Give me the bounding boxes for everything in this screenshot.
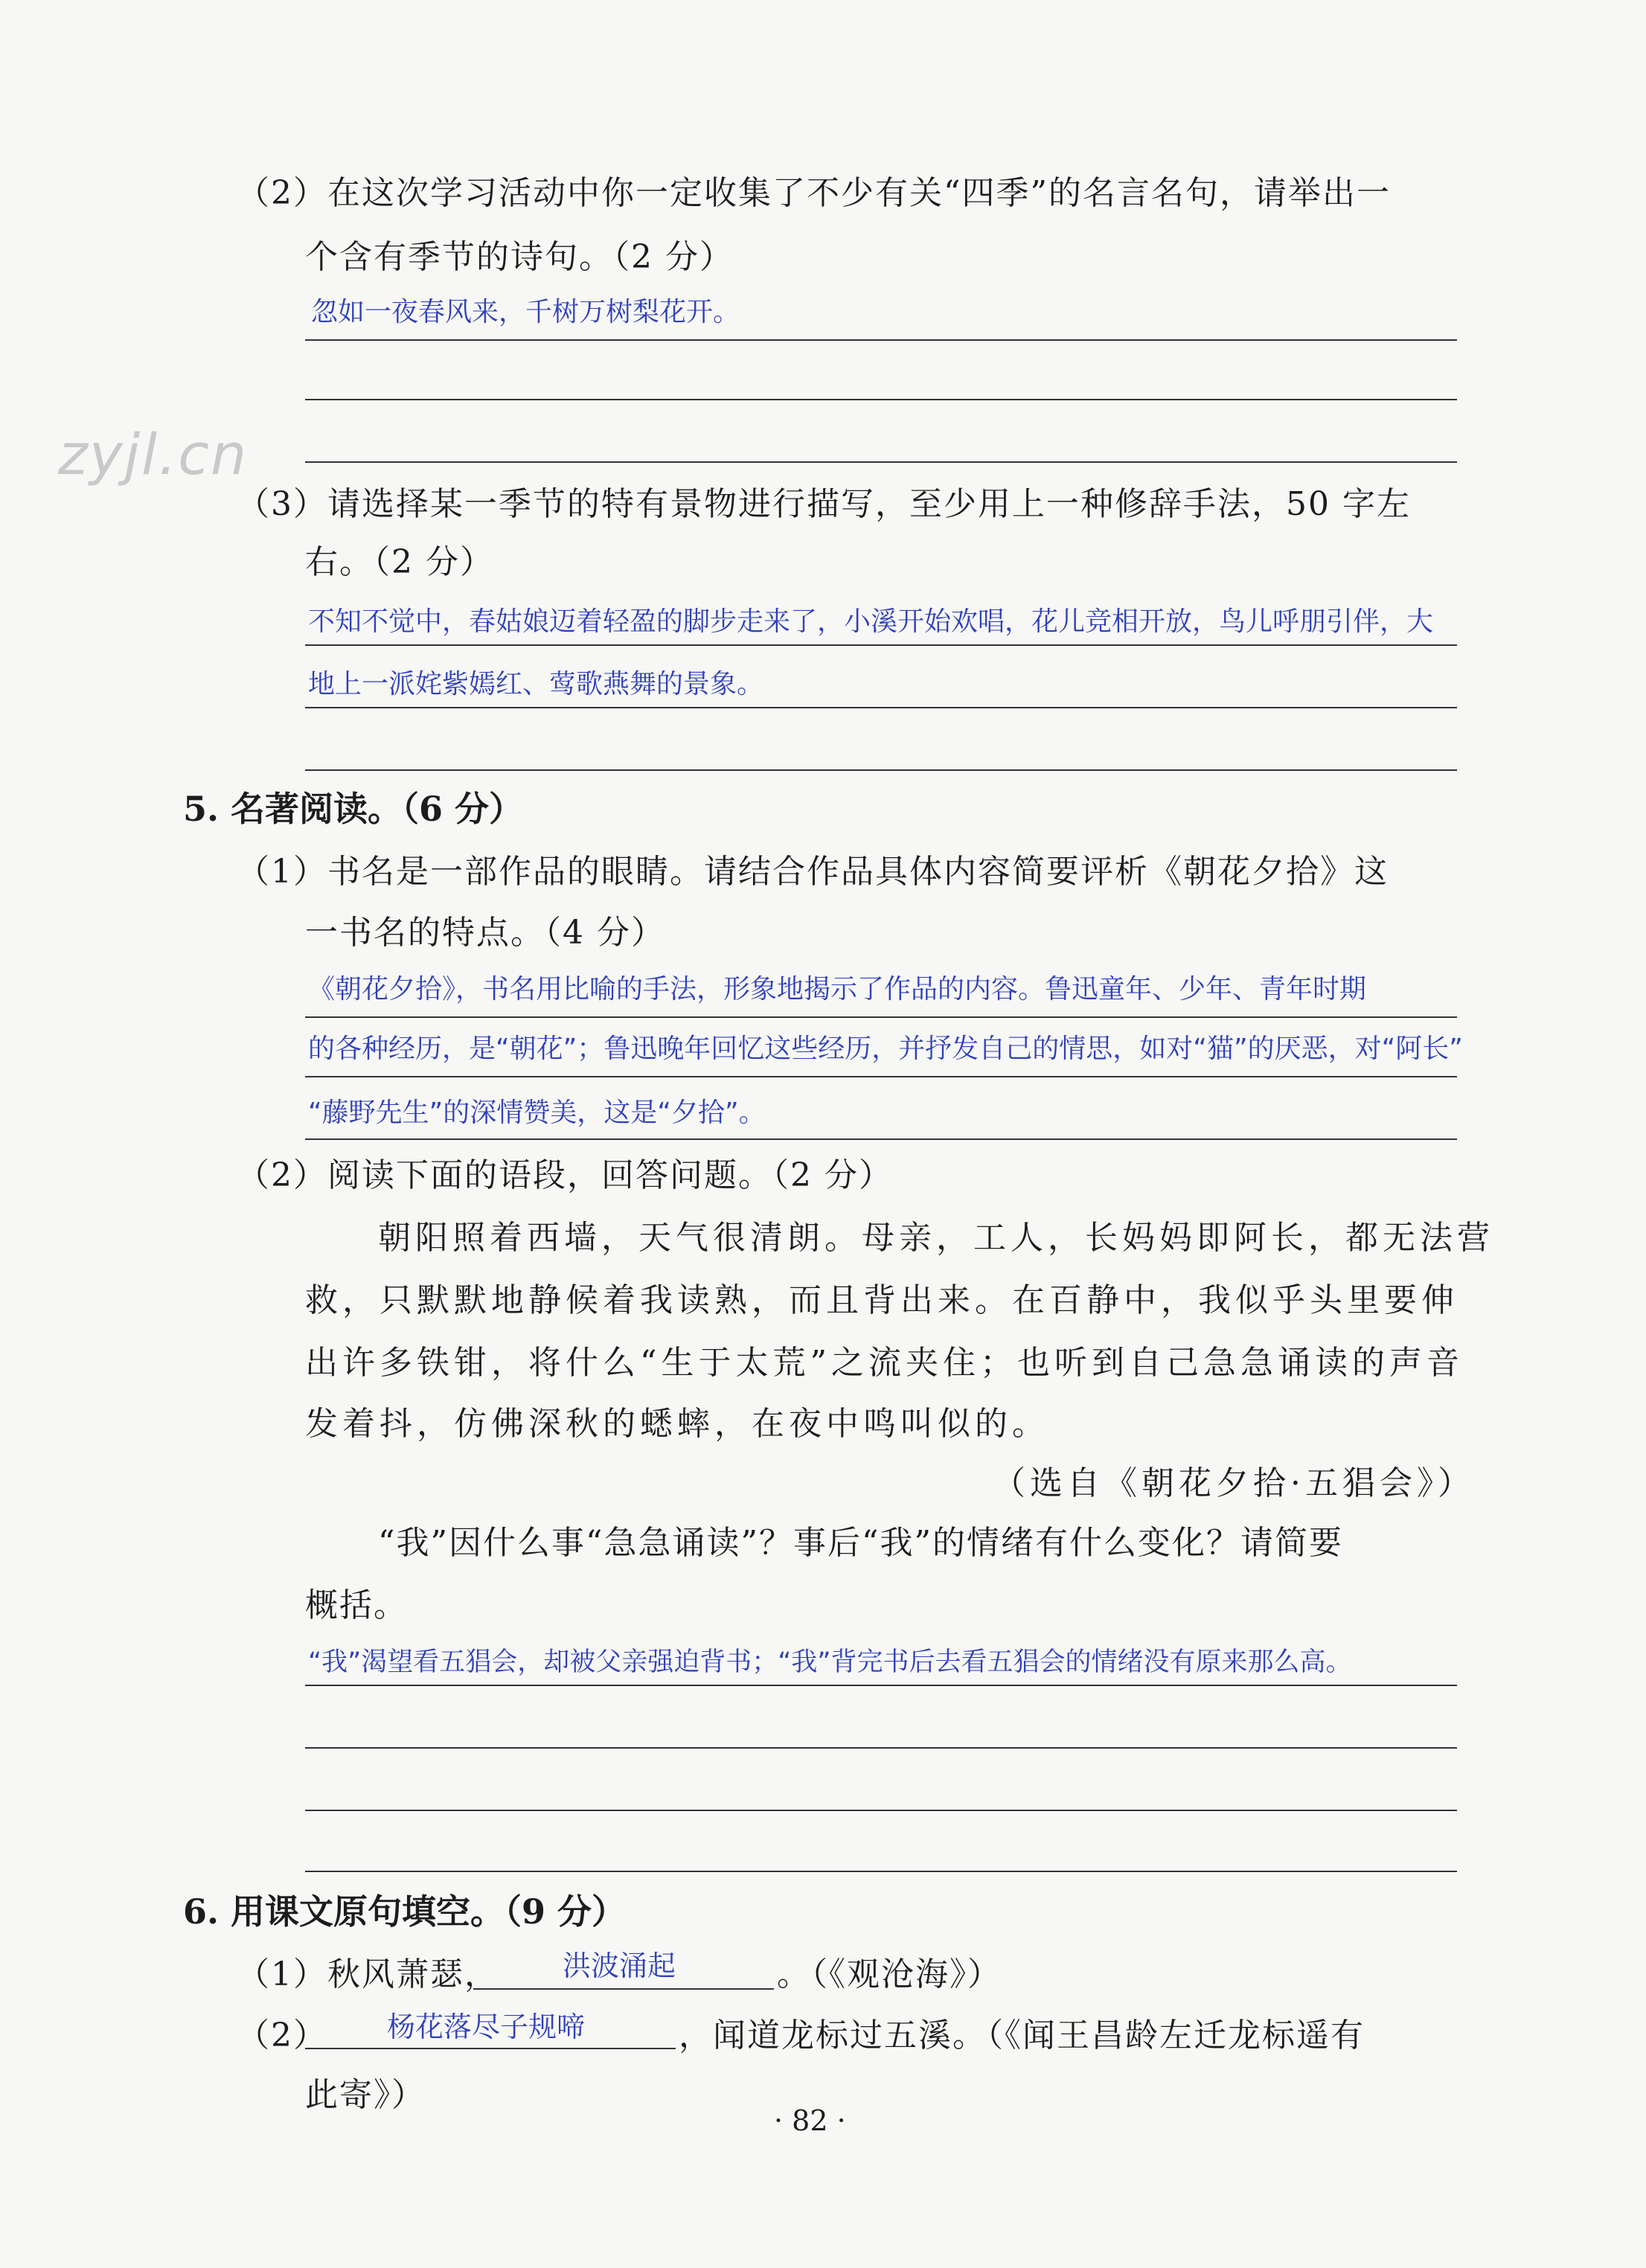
q5-title: 5. 名著阅读。（6 分） <box>183 789 524 829</box>
answer-line <box>305 1810 1457 1811</box>
answer-line <box>305 1016 1457 1018</box>
answer-line <box>305 1138 1457 1140</box>
q6-part2-answer: 杨花落尽子规啼 <box>387 2011 586 2043</box>
q5-part1-line2: 一书名的特点。（4 分） <box>305 914 665 952</box>
q4-part3-line1: （3）请选择某一季节的特有景物进行描写，至少用上一种修辞手法，50 字左 <box>237 485 1411 523</box>
answer-line <box>305 644 1457 646</box>
answer-line <box>305 1747 1457 1749</box>
q4-part2-line2: 个含有季节的诗句。（2 分） <box>305 238 734 276</box>
q4-part3-line2: 右。（2 分） <box>305 543 494 581</box>
q5-part2-line1: （2）阅读下面的语段，回答问题。（2 分） <box>237 1156 893 1194</box>
q6-part1-suffix: 。（《观沧海》） <box>777 1955 1002 1993</box>
answer-line <box>305 339 1457 341</box>
q4-part2-line1: （2）在这次学习活动中你一定收集了不少有关“四季”的名言名句，请举出一 <box>237 174 1391 212</box>
q5-question-line2: 概括。 <box>305 1586 408 1624</box>
q6-title: 6. 用课文原句填空。（9 分） <box>183 1891 627 1932</box>
answer-line <box>305 1871 1457 1872</box>
q5-part2-answer: “我”渴望看五猖会，却被父亲强迫背书；“我”背完书后去看五猖会的情绪没有原来那么高。 <box>308 1647 1352 1677</box>
q6-part1-answer: 洪波涌起 <box>563 1950 676 1982</box>
q4-part3-answer-line2: 地上一派姹紫嫣红、莺歌燕舞的景象。 <box>308 669 764 699</box>
q5-part1-answer-line1: 《朝花夕拾》，书名用比喻的手法，形象地揭示了作品的内容。鲁迅童年、少年、青年时期 <box>308 974 1367 1005</box>
q6-part2-line2: 此寄》） <box>305 2076 426 2114</box>
fill-blank <box>305 2048 676 2049</box>
passage-line1: 朝阳照着西墙，天气很清朗。母亲，工人，长妈妈即阿长，都无法营 <box>378 1219 1494 1257</box>
passage-line3: 出许多铁钳，将什么“生于太荒”之流夹住；也听到自己急急诵读的声音 <box>305 1344 1464 1382</box>
answer-line <box>305 1076 1457 1077</box>
q5-part1-answer-line2: 的各种经历，是“朝花”；鲁迅晚年回忆这些经历，并抒发自己的情思，如对“猫”的厌恶，对“阿长” <box>308 1034 1463 1064</box>
watermark: zyjl.cn <box>58 421 249 487</box>
answer-line <box>305 461 1457 463</box>
answer-line <box>305 1685 1457 1686</box>
q5-part1-line1: （1）书名是一部作品的眼睛。请结合作品具体内容简要评析《朝花夕拾》这 <box>237 853 1389 891</box>
q6-part1-prefix: （1）秋风萧瑟， <box>237 1955 499 1993</box>
passage-line4: 发着抖，仿佛深秋的蟋蟀，在夜中鸣叫似的。 <box>305 1405 1049 1443</box>
q5-question-line1: “我”因什么事“急急诵读”？事后“我”的情绪有什么变化？请简要 <box>378 1524 1343 1562</box>
q6-part2-prefix: （2） <box>237 2016 327 2054</box>
q6-part2-suffix: ，闻道龙标过五溪。（《闻王昌龄左迁龙标遥有 <box>679 2016 1365 2054</box>
answer-line <box>305 707 1457 708</box>
q4-part2-answer: 忽如一夜春风来，千树万树梨花开。 <box>311 297 740 327</box>
passage-line2: 救，只默默地静候着我读熟，而且背出来。在百静中，我似乎头里要伸 <box>305 1281 1458 1319</box>
answer-line <box>305 399 1457 400</box>
page-number: · 82 · <box>774 2104 846 2137</box>
fill-blank <box>473 1988 774 1990</box>
passage-source: （选自《朝花夕拾·五猖会》） <box>993 1464 1475 1502</box>
q5-part1-answer-line3: “藤野先生”的深情赞美，这是“夕拾”。 <box>308 1098 766 1128</box>
q4-part3-answer-line1: 不知不觉中，春姑娘迈着轻盈的脚步走来了，小溪开始欢唱，花儿竞相开放，鸟儿呼朋引伴，大 <box>308 606 1434 637</box>
answer-line <box>305 769 1457 771</box>
